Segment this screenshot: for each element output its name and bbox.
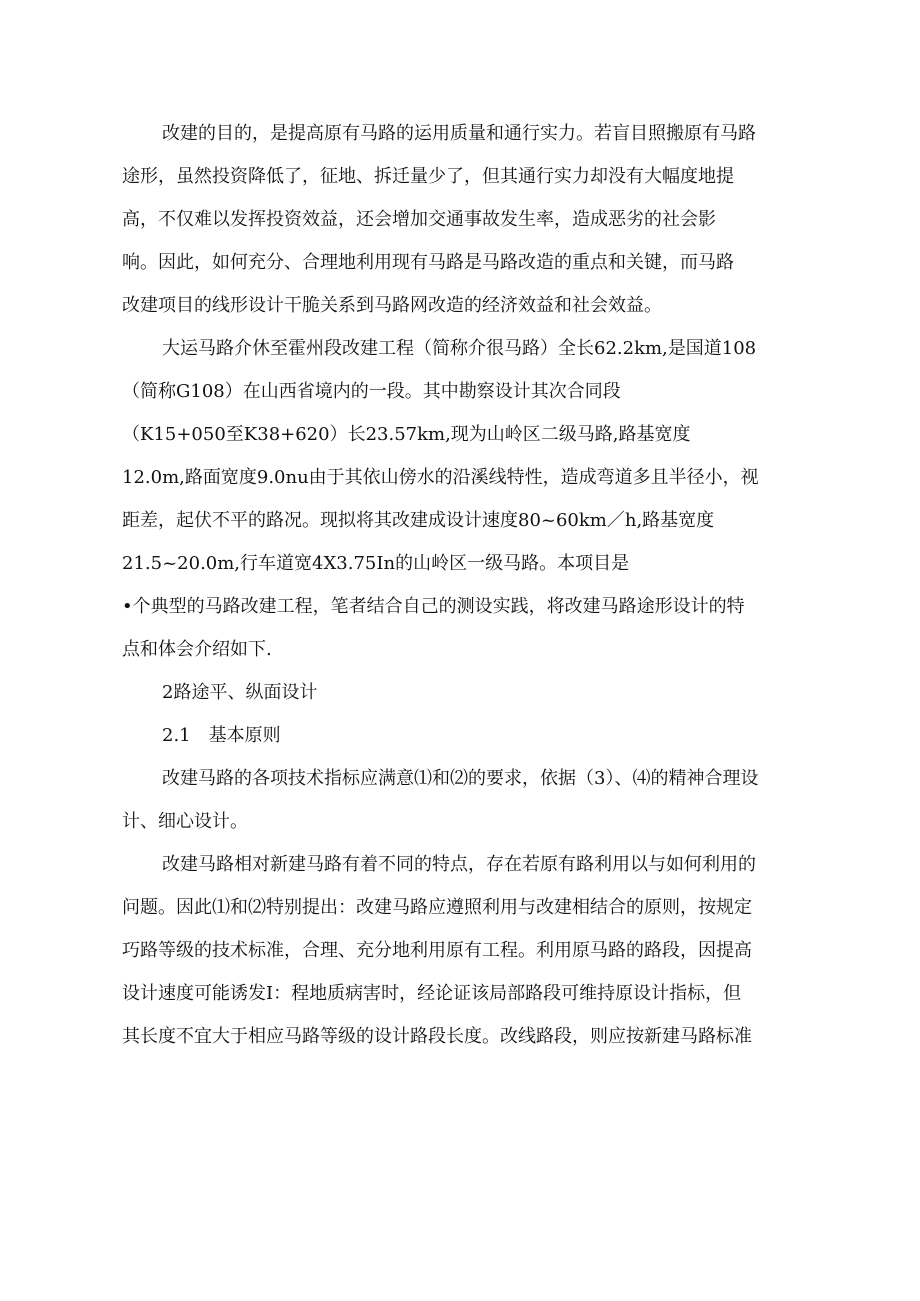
text-line: 点和体会介绍如下. xyxy=(122,639,272,660)
text-line: 改建项目的线形设计干脆关系到马路网改造的经济效益和社会效益。 xyxy=(122,295,662,316)
section-heading xyxy=(122,671,802,714)
paragraph xyxy=(122,843,802,1058)
text-line: 21.5~20.0m,行车道宽4X3.75In的山岭区一级马路。本项目是 xyxy=(122,553,630,574)
text-line: （K15+050至K38+620）长23.57km,现为山岭区二级马路,路基宽度 xyxy=(122,424,691,445)
text-line: 巧路等级的技术标准，合理、充分地利用原有工程。利用原马路的路段，因提高 xyxy=(122,940,752,961)
text-line: 改建的目的，是提高原有马路的运用质量和通行实力。若盲目照搬原有马路 xyxy=(162,123,756,144)
text-line: 高，不仅难以发挥投资效益，还会增加交通事故发生率，造成恶劣的社会影 xyxy=(122,209,716,230)
text-line: 计、细心设计。 xyxy=(122,811,248,832)
text-line: •个典型的马路改建工程，笔者结合自己的测设实践，将改建马路途形设计的特 xyxy=(122,596,745,617)
text-line: 设计速度可能诱发I：程地质病害时，经论证该局部路段可维持原设计指标，但 xyxy=(122,983,742,1004)
section-title: 2路途平、纵面设计 xyxy=(162,682,318,703)
text-line: 改建马路相对新建马路有着不同的特点，存在若原有路利用以与如何利用的 xyxy=(162,854,756,875)
text-line: 问题。因此⑴和⑵特别提出：改建马路应遵照利用与改建相结合的原则，按规定 xyxy=(122,897,752,918)
document-body xyxy=(122,112,802,1058)
text-line: 12.0m,路面宽度9.0nu由于其依山傍水的沿溪线特性，造成弯道多且半径小，视 xyxy=(122,467,759,488)
paragraph xyxy=(122,112,802,327)
paragraph xyxy=(122,327,802,671)
text-line: 其长度不宜大于相应马路等级的设计路段长度。改线路段，则应按新建马路标准 xyxy=(122,1026,752,1047)
subsection-heading xyxy=(122,714,802,757)
text-line: 大运马路介休至霍州段改建工程（简称介很马路）全长62.2km,是国道108 xyxy=(162,338,757,359)
text-line: 改建马路的各项技术指标应满意⑴和⑵的要求，依据（3）、⑷的精神合理设 xyxy=(162,768,759,789)
paragraph xyxy=(122,757,802,843)
text-line: 响。因此，如何充分、合理地利用现有马路是马路改造的重点和关键，而马路 xyxy=(122,252,734,273)
text-line: 距差，起伏不平的路况。现拟将其改建成设计速度80~60km／h,路基宽度 xyxy=(122,510,715,531)
text-line: 途形，虽然投资降低了，征地、拆迁量少了，但其通行实力却没有大幅度地提 xyxy=(122,166,734,187)
text-line: （简称G108）在山西省境内的一段。其中勘察设计其次合同段 xyxy=(122,381,621,402)
subsection-title: 2.1 基本原则 xyxy=(162,725,281,746)
